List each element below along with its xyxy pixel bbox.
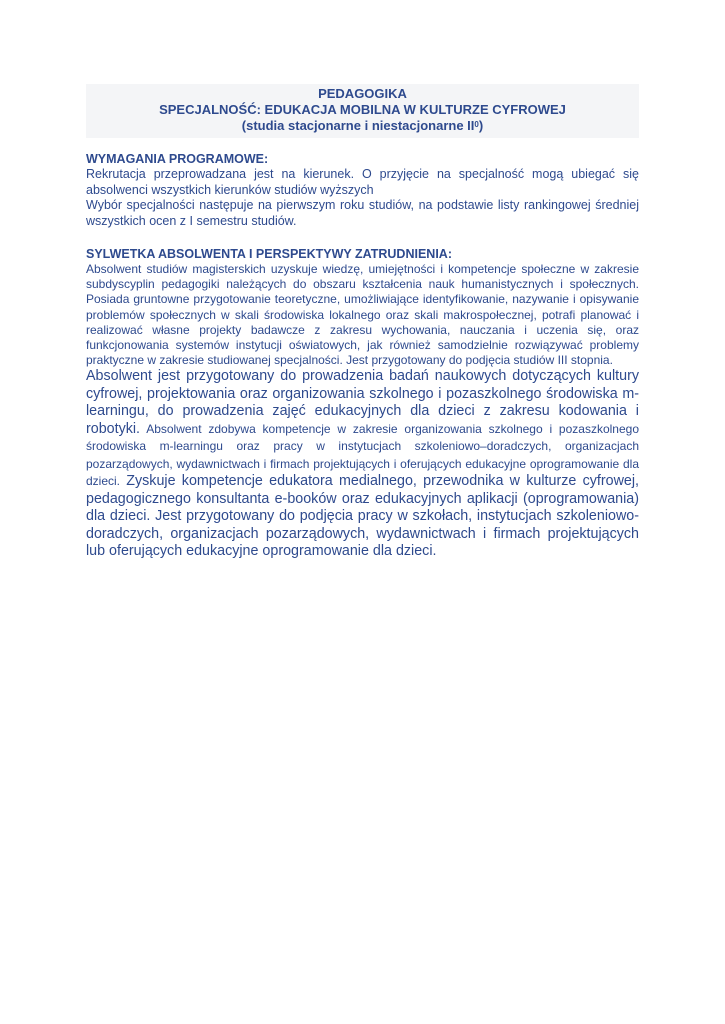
field-title: PEDAGOGIKA [318, 86, 407, 101]
document-header [86, 84, 639, 138]
specialty-title: SPECJALNOŚĆ: EDUKACJA MOBILNA W KULTURZE CYFROWEJ [159, 102, 566, 117]
profile-paragraph-2-part-a: Absolwent jest przygotowany do prowadzenia badań naukowych dotyczących kultury cyfrowej, projektowania oraz organizowania szkolnego i pozaszkolnego środowiska m-learningu, do prowadzenia zajęć edukacyjnych dla dzieci z zakresu kodowania i robotyki. [86, 368, 639, 437]
profile-paragraph-1: Absolwent studiów magisterskich uzyskuje wiedzę, umiejętności i kompetencje społeczne w zakresie subdyscyplin pedagogiki należących do obszaru kształcenia nauk humanistycznych i społecznych. Posiada gruntowne przygotowanie teoretyczne, umożliwiające identyfikowanie, nazywanie i opisywanie problemów społecznych w skali środowiska lokalnego oraz skali makrospołecznej, potrafi planować i realizować własne projekty badawcze z zakresu wychowania, nauczania i uczenia się, oraz funkcjonowania systemów instytucji oświatowych, jak również samodzielnie rozwiązywać problemy praktyczne w zakresie studiowanej specjalności. Jest przygotowany do podjęcia studiów III stopnia. [86, 262, 639, 368]
study-mode-text: (studia stacjonarne i niestacjonarne II [241, 118, 475, 133]
requirements-heading: WYMAGANIA PROGRAMOWE: [86, 152, 269, 166]
study-mode-superscript: 0 [474, 120, 479, 129]
profile-heading: SYLWETKA ABSOLWENTA I PERSPEKTYWY ZATRUDNIENIA: [86, 247, 452, 261]
profile-paragraph-2-part-c: Zyskuje kompetencje edukatora medialnego, przewodnika w kulturze cyfrowej, pedagogicznego konsultanta e-booków oraz edukacyjnych aplikacji (oprogramowania) dla dzieci. Jest przygotowany do podjęcia pracy w szkołach, instytucjach szkoleniowo-doradczych, organizacjach pozarządowych, wydawnictwach i firmach projektujących lub oferujących edukacyjne oprogramowanie dla dzieci. [86, 473, 639, 560]
study-mode-close: ) [478, 118, 484, 133]
profile-paragraph-2 [86, 368, 639, 561]
profile-paragraph-2-part-b: Absolwent zdobywa kompetencje w zakresie organizowania szkolnego i pozaszkolnego środowiska m-learningu oraz pracy w instytucjach szkoleniowo–doradczych, organizacjach pozarządowych, wydawnictwach i firmach projektujących i oferujących edukacyjne oprogramowanie dla dzieci. [86, 421, 639, 489]
study-mode-line [86, 118, 639, 134]
requirements-paragraph-2: Wybór specjalności następuje na pierwszym roku studiów, na podstawie listy rankingowej średniej wszystkich ocen z I semestru studiów. [86, 198, 639, 228]
document-page [86, 84, 639, 561]
requirements-paragraph-1: Rekrutacja przeprowadzana jest na kierunek. O przyjęcie na specjalność mogą ubiegać się absolwenci wszystkich kierunków studiów wyższych [86, 167, 639, 197]
